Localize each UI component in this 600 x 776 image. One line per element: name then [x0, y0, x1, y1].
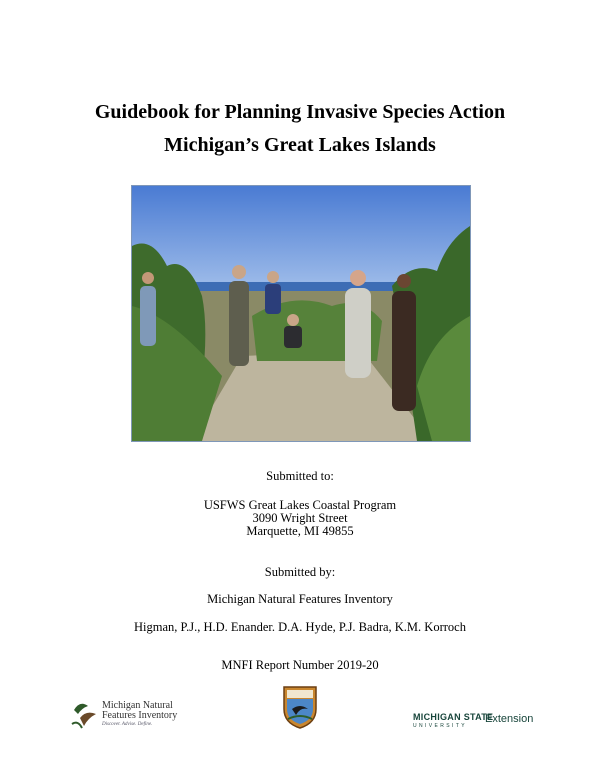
- msu-university: UNIVERSITY: [413, 723, 468, 729]
- submitted-by-org: Michigan Natural Features Inventory: [207, 592, 393, 606]
- msu-extension: Extension: [485, 713, 534, 725]
- cover-photo: [131, 185, 471, 442]
- mnfi-tagline: Discover. Advise. Define.: [102, 722, 153, 727]
- authors: Higman, P.J., H.D. Enander. D.A. Hyde, P.J. Badra, K.M. Korroch: [134, 620, 466, 634]
- submitted-by-label: Submitted by:: [264, 565, 336, 579]
- submitted-to-org: USFWS Great Lakes Coastal Program: [203, 498, 397, 512]
- usfws-shield-logo: [282, 685, 318, 729]
- msu-extension-logo: [413, 710, 543, 732]
- report-number: MNFI Report Number 2019-20: [221, 658, 379, 672]
- submitted-to-city: Marquette, MI 49855: [246, 524, 354, 538]
- mnfi-name-line1: Michigan Natural: [102, 700, 173, 711]
- mnfi-name-line2: Features Inventory: [102, 710, 178, 721]
- submitted-to-street: 3090 Wright Street: [252, 511, 348, 525]
- document-subtitle: Michigan’s Great Lakes Islands: [164, 134, 436, 156]
- document-title: Guidebook for Planning Invasive Species Action: [94, 101, 506, 123]
- mnfi-logo: [70, 698, 185, 732]
- msu-name: MICHIGAN STATE: [413, 712, 494, 722]
- submitted-to-label: Submitted to:: [266, 469, 334, 483]
- mnfi-leaf-icon: [70, 698, 100, 730]
